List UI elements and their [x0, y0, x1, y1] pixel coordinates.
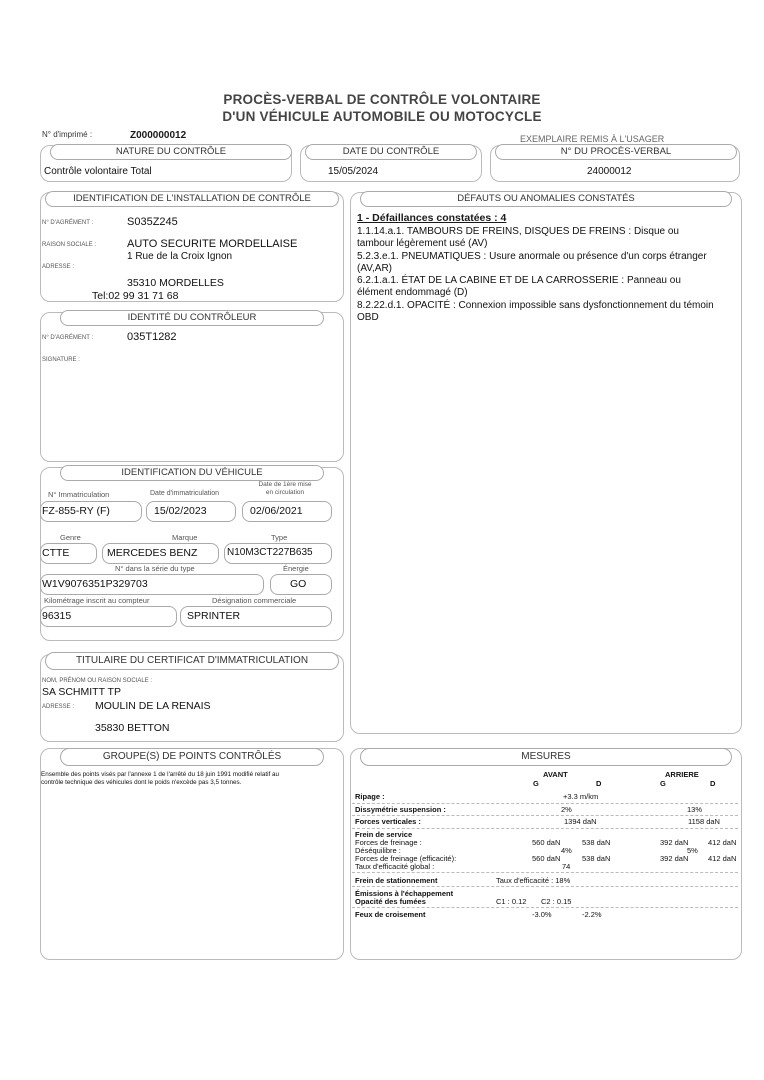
divider	[352, 803, 738, 804]
marque-value: MERCEDES BENZ	[107, 547, 198, 559]
forces-verticales-avant: 1394 daN	[564, 817, 597, 826]
installation-address-line1: 1 Rue de la Croix Ignon	[127, 251, 233, 262]
forces-verticales-label: Forces verticales :	[355, 817, 421, 826]
defect-item: 1.1.14.a.1. TAMBOURS DE FREINS, DISQUES DE FREINS : Disque ou tambour légèrement usé (AV)	[357, 226, 679, 250]
date-value: 15/05/2024	[328, 166, 379, 177]
serie-value: W1V9076351P329703	[42, 578, 148, 590]
dissym-avant: 2%	[561, 805, 572, 814]
ff-avant-d: 538 daN	[582, 838, 611, 847]
forces-verticales-arriere: 1158 daN	[688, 817, 720, 826]
first-circ-label-2: en circulation	[265, 489, 305, 496]
document-title-line2: D'UN VÉHICULE AUTOMOBILE OU MOTOCYCLE	[222, 109, 542, 124]
installation-header	[45, 191, 339, 207]
desequilibre-arriere: 5%	[687, 846, 698, 855]
installation-city: 35310 MORDELLES	[127, 277, 224, 289]
titulaire-adresse-value: MOULIN DE LA RENAIS	[95, 700, 211, 712]
titulaire-city: 35830 BETTON	[95, 722, 170, 734]
type-value: N10M3CT227B635	[227, 547, 313, 558]
defect-desc: Connexion impossible sans dysfonctionnement du témoin OBD	[357, 299, 714, 324]
titulaire-adresse-label: ADRESSE :	[42, 704, 75, 710]
defect-code: 5.2.3.e.1. PNEUMATIQUES	[357, 250, 481, 262]
points-header	[60, 748, 324, 766]
raison-sociale-label: RAISON SOCIALE :	[42, 242, 97, 248]
forces-freinage-label: Forces de freinage :	[355, 838, 422, 847]
fe-avant-d: 538 daN	[582, 854, 611, 863]
defect-item: 5.2.3.e.1. PNEUMATIQUES : Usure anormale ou présence d'un corps étranger (AV,AR)	[357, 250, 707, 274]
ff-arriere-g: 392 daN	[660, 838, 689, 847]
desequilibre-label: Déséquilibre :	[355, 846, 401, 855]
km-label: Kilométrage inscrit au compteur	[44, 596, 150, 605]
immat-value: FZ-855-RY (F)	[42, 505, 110, 517]
nature-label: NATURE DU CONTRÔLE	[115, 146, 227, 157]
divider	[352, 907, 738, 908]
vehicule-title: IDENTIFICATION DU VÉHICULE	[121, 467, 263, 478]
defauts-title: DÉFAUTS OU ANOMALIES CONSTATÉS	[457, 193, 635, 204]
date-immat-value: 15/02/2023	[154, 505, 207, 517]
serie-label: N° dans la série du type	[115, 564, 195, 573]
taux-global-label: Taux d'efficacité global :	[355, 862, 435, 871]
stationnement-label: Frein de stationnement	[355, 876, 438, 885]
titulaire-title: TITULAIRE DU CERTIFICAT D'IMMATRICULATION	[75, 655, 309, 666]
genre-label: Genre	[60, 533, 81, 542]
installation-agrement-value: S035Z245	[127, 216, 178, 228]
opacite-label: Opacité des fumées	[355, 897, 426, 906]
installation-title: IDENTIFICATION DE L'INSTALLATION DE CONTRÔLE	[73, 193, 311, 204]
mesures-title: MESURES	[521, 751, 571, 762]
desequilibre-avant: 4%	[561, 846, 572, 855]
installation-tel: Tel:02 99 31 71 68	[92, 290, 179, 302]
dissym-arriere: 13%	[687, 805, 703, 814]
arriere-d: D	[710, 779, 716, 788]
defauts-heading: 1 - Défaillances constatées : 4	[357, 212, 507, 224]
fe-avant-g: 560 daN	[532, 854, 561, 863]
installation-agrement-label: N° D'AGRÉMENT :	[42, 220, 94, 226]
feux-g: -3.0%	[532, 910, 552, 919]
dissym-label: Dissymétrie suspension :	[355, 805, 446, 814]
opacite-c2: C2 : 0.15	[541, 897, 572, 906]
defauts-header	[360, 191, 732, 207]
marque-label: Marque	[172, 533, 198, 542]
stationnement-value: Taux d'efficacité : 18%	[496, 876, 571, 885]
defect-list	[357, 226, 717, 324]
printed-number-label: N° d'imprimé :	[42, 130, 93, 139]
printed-number: Z000000012	[130, 130, 187, 141]
raison-sociale-value: AUTO SECURITE MORDELLAISE	[127, 238, 298, 250]
date-label: DATE DU CONTRÔLE	[342, 146, 440, 157]
defect-desc: Panneau ou élément endommagé (D)	[357, 275, 681, 299]
pv-label: N° DU PROCÈS-VERBAL	[560, 146, 672, 157]
km-value: 96315	[42, 610, 72, 622]
date-immat-label: Date d'immatriculation	[150, 490, 220, 497]
titulaire-nom-label: NOM, PRÉNOM OU RAISON SOCIALE :	[42, 678, 153, 684]
date-header	[305, 144, 477, 160]
defect-desc: Disque ou tambour légèrement usé (AV)	[357, 226, 679, 250]
feux-label: Feux de croisement	[355, 910, 426, 919]
divider	[352, 872, 738, 873]
first-circ-label-1: Date de 1ère mise	[258, 481, 312, 488]
immat-label: N° Immatriculation	[48, 490, 110, 499]
controleur-agrement-label: N° D'AGRÉMENT :	[42, 335, 94, 341]
nature-value: Contrôle volontaire Total	[44, 166, 152, 177]
fe-arriere-g: 392 daN	[660, 854, 689, 863]
defect-code: 1.1.14.a.1. TAMBOURS DE FREINS, DISQUES DE FREINS	[357, 226, 626, 237]
titulaire-nom-value: SA SCHMITT TP	[42, 686, 121, 698]
defect-desc: Usure anormale ou présence d'un corps étranger (AV,AR)	[357, 250, 707, 274]
signature-label: SIGNATURE :	[42, 357, 80, 363]
controleur-agrement-value: 035T1282	[127, 331, 177, 343]
designation-label: Désignation commerciale	[212, 596, 297, 605]
type-label: Type	[271, 533, 288, 542]
ripage-label: Ripage :	[355, 792, 385, 801]
arriere-g: G	[660, 779, 666, 788]
fe-arriere-d: 412 daN	[708, 854, 737, 863]
avant-d: D	[596, 779, 602, 788]
forces-efficacite-label: Forces de freinage (efficacité):	[355, 854, 457, 863]
ff-avant-g: 560 daN	[532, 838, 561, 847]
arriere-header: ARRIERE	[665, 770, 699, 779]
pv-value: 24000012	[587, 166, 632, 177]
feux-d: -2.2%	[582, 910, 602, 919]
controleur-header	[60, 310, 324, 326]
energie-label: Énergie	[283, 564, 309, 573]
copy-note: EXEMPLAIRE REMIS À L'USAGER	[520, 134, 665, 144]
defect-code: 8.2.22.d.1. OPACITÉ	[357, 299, 451, 311]
defect-item: 8.2.22.d.1. OPACITÉ : Connexion impossible sans dysfonctionnement du témoin OBD	[357, 299, 714, 324]
divider	[352, 886, 738, 887]
avant-header: AVANT	[543, 770, 568, 779]
nature-header	[50, 144, 292, 160]
titulaire-header	[45, 652, 339, 670]
controleur-title: IDENTITÉ DU CONTRÔLEUR	[127, 312, 257, 323]
defect-item: 6.2.1.a.1. ÉTAT DE LA CABINE ET DE LA CARROSSERIE : Panneau ou élément endommagé (D)	[357, 275, 681, 299]
vehicule-header	[60, 465, 324, 481]
taux-global-value: 74	[562, 862, 571, 871]
divider	[352, 828, 738, 829]
points-note: Ensemble des points visés par l'annexe 1 de l'arrêté du 18 juin 1991 modifié relatif au contrôle technique des véhicules dont le poids n'excède pas 3,5 tonnes.	[41, 771, 279, 786]
designation-value: SPRINTER	[187, 610, 241, 622]
pv-header	[495, 144, 737, 160]
divider	[352, 815, 738, 816]
genre-value: CTTE	[42, 547, 70, 559]
opacite-c1: C1 : 0.12	[496, 897, 527, 906]
defect-code: 6.2.1.a.1. ÉTAT DE LA CABINE ET DE LA CARROSSERIE	[357, 275, 619, 287]
frein-service-label: Frein de service	[355, 830, 413, 839]
avant-g: G	[533, 779, 539, 788]
energie-value: GO	[290, 578, 307, 590]
ff-arriere-d: 412 daN	[708, 838, 737, 847]
document-title-line1: PROCÈS-VERBAL DE CONTRÔLE VOLONTAIRE	[223, 92, 541, 107]
emissions-label: Émissions à l'échappement	[355, 889, 454, 898]
ripage-value: +3.3 m/km	[563, 792, 599, 801]
first-circ-value: 02/06/2021	[250, 505, 303, 517]
points-title: GROUPE(S) DE POINTS CONTRÔLÉS	[102, 751, 282, 762]
adresse-label: ADRESSE :	[42, 264, 75, 270]
mesures-header	[360, 748, 732, 766]
